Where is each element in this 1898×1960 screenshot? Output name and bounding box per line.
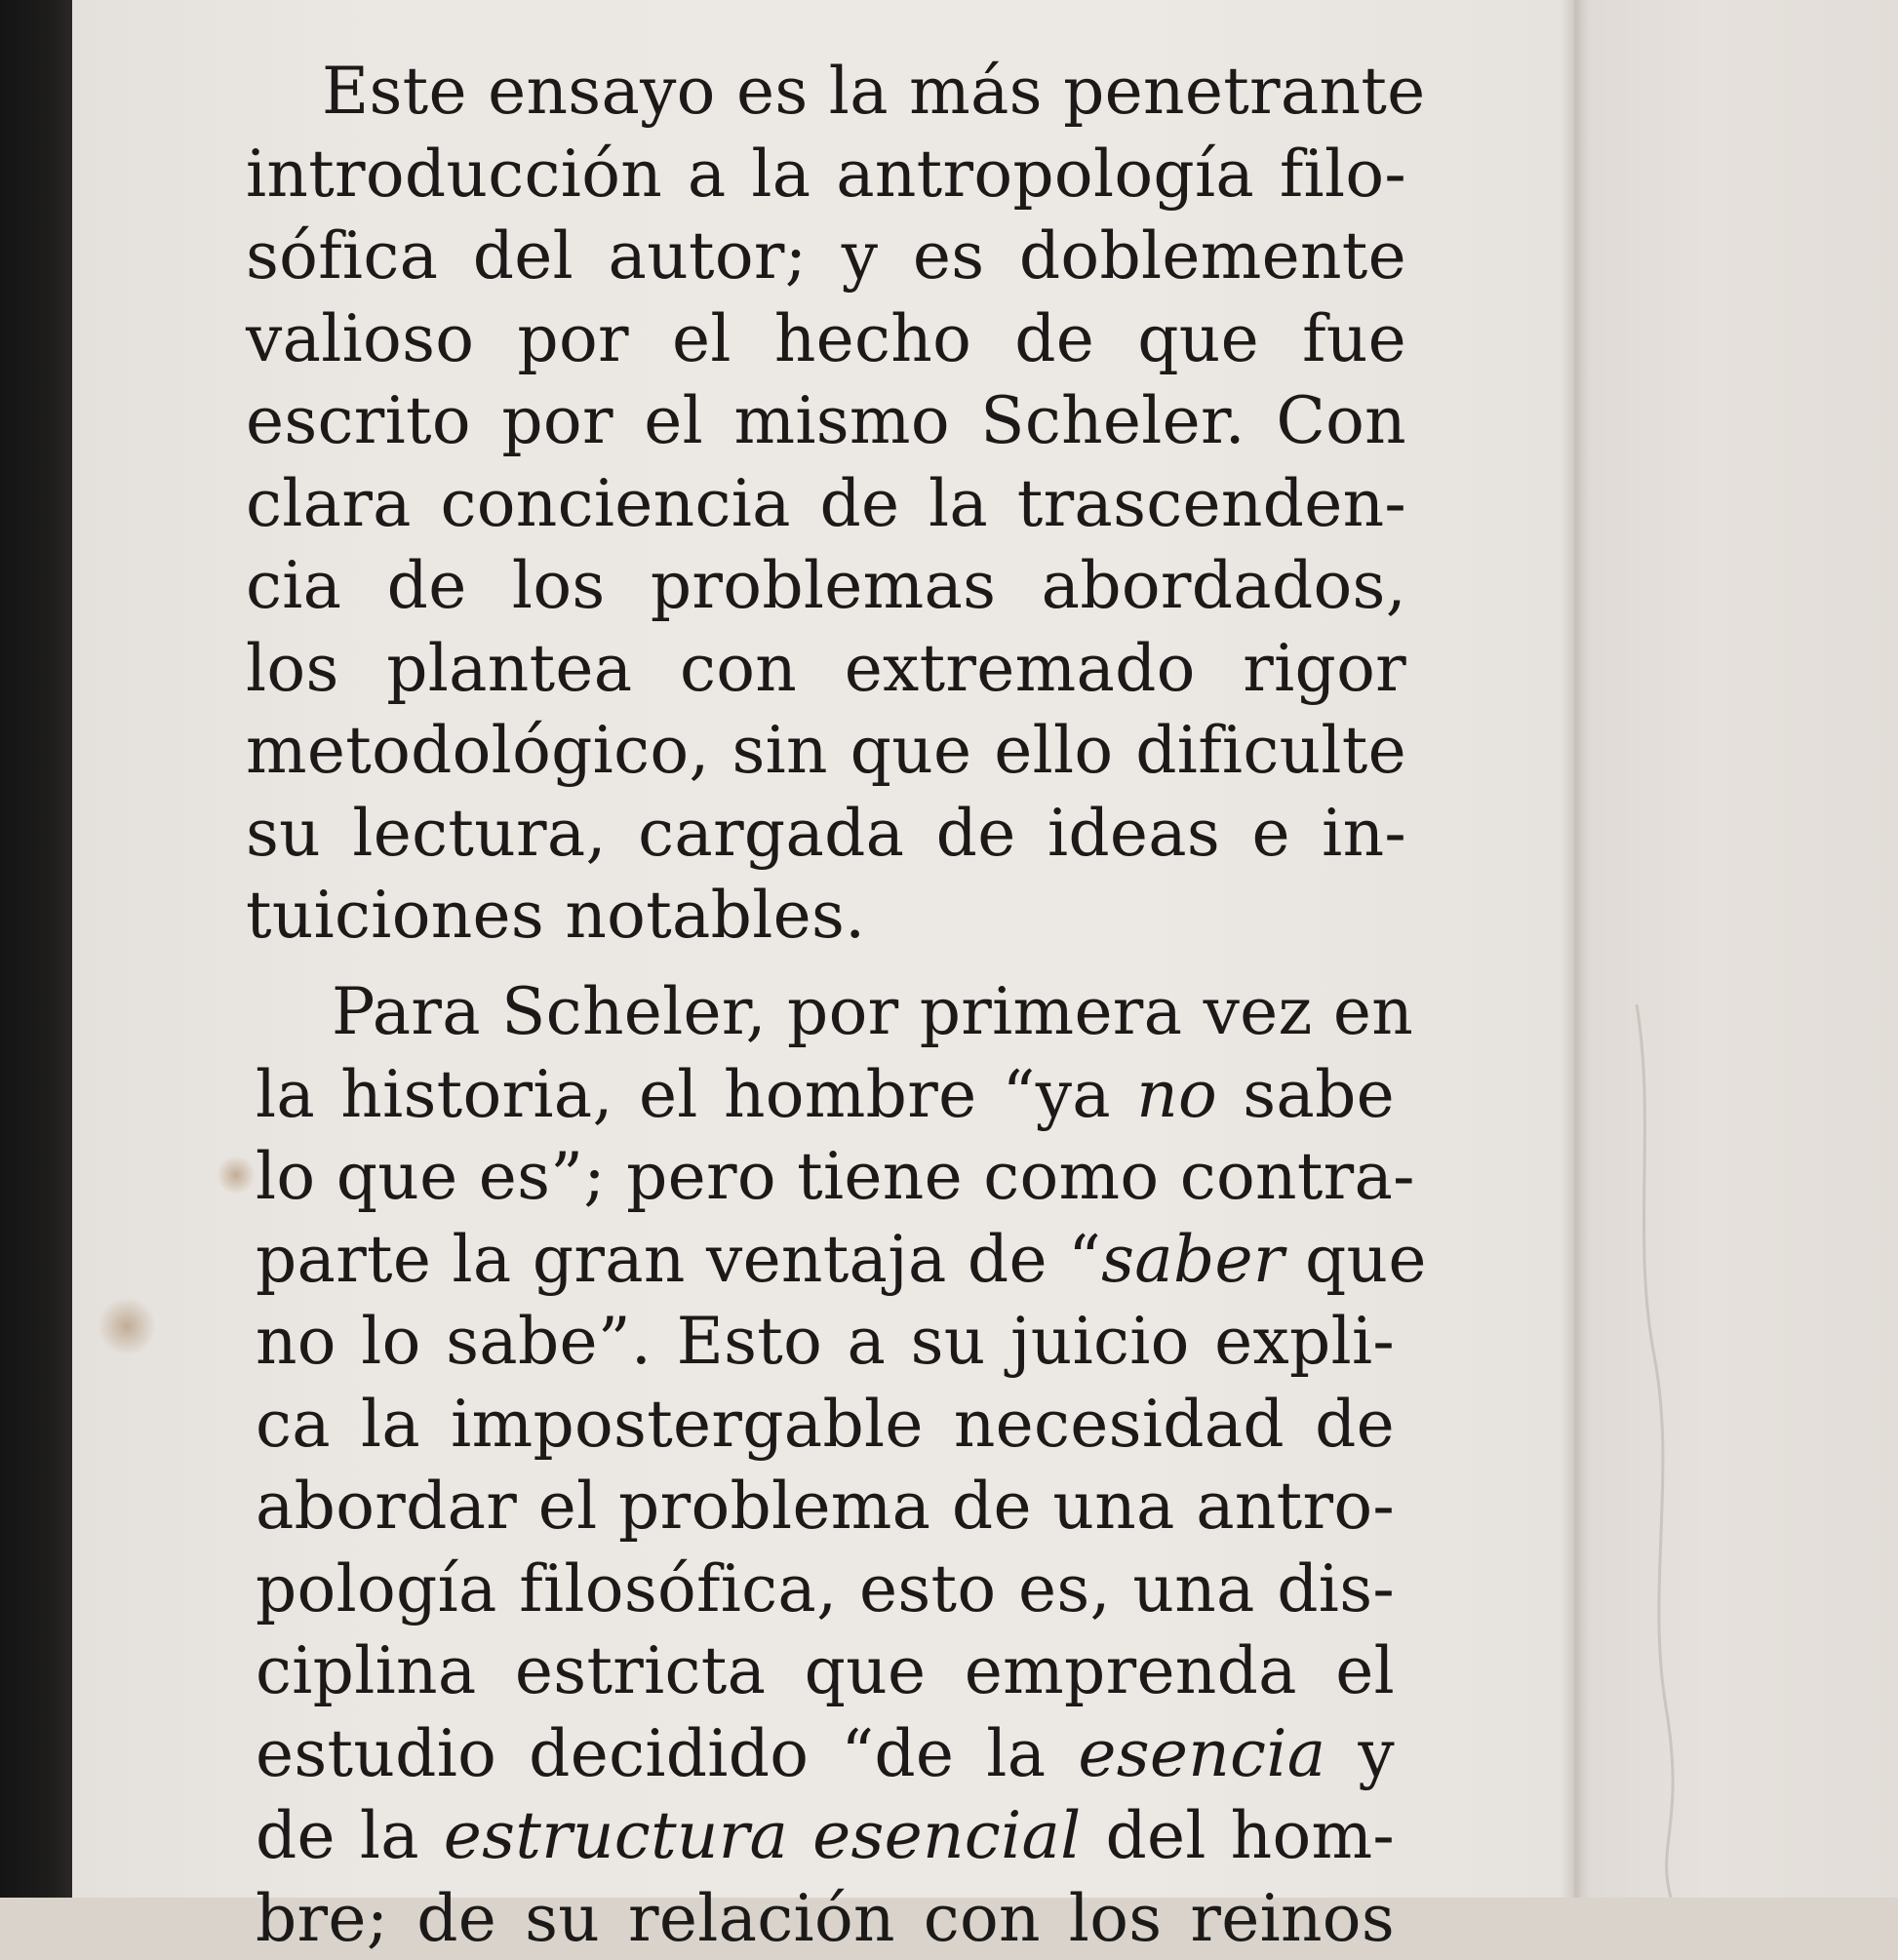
text-line: abordar el problema de una antro- bbox=[256, 1466, 1395, 1548]
page-fold-shadow bbox=[1561, 0, 1590, 1898]
text-segment: que bbox=[1285, 1222, 1427, 1297]
text-line: pología filosófica, esto es, una dis- bbox=[256, 1548, 1395, 1631]
text-line: bre; de su relación con los reinos bbox=[256, 1878, 1395, 1960]
text-line: los plantea con extremado rigor bbox=[246, 628, 1406, 711]
age-stain bbox=[98, 1297, 156, 1355]
text-segment: y bbox=[1325, 1716, 1395, 1791]
text-line: escrito por el mismo Scheler. Con bbox=[246, 380, 1406, 463]
text-line: no lo sabe”. Esto a su juicio expli- bbox=[256, 1301, 1395, 1384]
text-line: clara conciencia de la trascenden- bbox=[246, 463, 1406, 546]
text-line: ciplina estricta que emprenda el bbox=[256, 1630, 1395, 1713]
emphasis-text: saber bbox=[1101, 1222, 1285, 1297]
text-segment: estudio decidido “de la bbox=[256, 1716, 1078, 1791]
text-line: valioso por el hecho de que fue bbox=[246, 298, 1406, 381]
text-line: sófica del autor; y es doblemente bbox=[246, 216, 1406, 298]
text-segment: sabe bbox=[1217, 1057, 1395, 1132]
paragraph-1 bbox=[246, 51, 1406, 958]
book-spine-edge bbox=[0, 0, 72, 1898]
text-segment: parte la gran ventaja de “ bbox=[256, 1222, 1101, 1297]
emphasis-text: no bbox=[1136, 1057, 1217, 1132]
text-segment: de la bbox=[256, 1798, 444, 1873]
emphasis-text: esencia bbox=[1078, 1716, 1325, 1791]
paper-crease bbox=[1627, 1004, 1695, 1898]
text-segment: la historia, el hombre “ya bbox=[256, 1057, 1136, 1132]
text-line: metodológico, sin que ello dificulte bbox=[246, 710, 1406, 793]
age-stain bbox=[217, 1156, 256, 1195]
text-line: lo que es”; pero tiene como contra- bbox=[256, 1136, 1395, 1219]
paragraph-2 bbox=[256, 971, 1395, 1960]
text-line: Este ensayo es la más penetrante bbox=[246, 51, 1406, 134]
text-line: tuiciones notables. bbox=[246, 875, 1406, 958]
text-line bbox=[256, 1054, 1395, 1137]
text-line: Para Scheler, por primera vez en bbox=[256, 971, 1395, 1054]
text-line bbox=[256, 1713, 1395, 1796]
text-line: su lectura, cargada de ideas e in- bbox=[246, 793, 1406, 876]
text-line bbox=[256, 1219, 1395, 1302]
text-line bbox=[256, 1795, 1395, 1878]
text-line: cia de los problemas abordados, bbox=[246, 545, 1406, 628]
emphasis-text: estructura esencial bbox=[444, 1798, 1082, 1873]
text-line: ca la impostergable necesidad de bbox=[256, 1384, 1395, 1467]
text-line: introducción a la antropología filo- bbox=[246, 134, 1406, 216]
text-segment: del hom- bbox=[1082, 1798, 1395, 1873]
